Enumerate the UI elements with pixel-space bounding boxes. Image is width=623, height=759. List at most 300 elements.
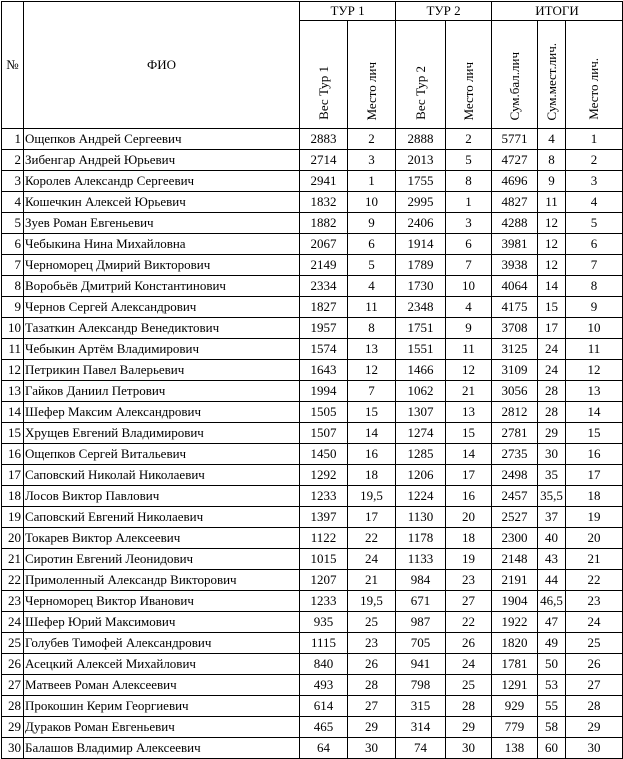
row-weight1: 1827 (300, 297, 348, 318)
row-place-final: 22 (566, 570, 623, 591)
row-weight1: 1574 (300, 339, 348, 360)
row-sum-place: 15 (538, 297, 566, 318)
row-weight2: 941 (396, 654, 446, 675)
row-place-final: 3 (566, 171, 623, 192)
row-place-final: 18 (566, 486, 623, 507)
row-sum-score: 4288 (492, 213, 538, 234)
row-weight2: 1551 (396, 339, 446, 360)
table-row (2, 360, 623, 381)
row-place2: 28 (446, 696, 492, 717)
row-place1: 25 (348, 612, 396, 633)
row-weight2: 2348 (396, 297, 446, 318)
row-place-final: 28 (566, 696, 623, 717)
row-num: 17 (2, 465, 24, 486)
row-place2: 6 (446, 234, 492, 255)
row-place2: 10 (446, 276, 492, 297)
row-sum-score: 2148 (492, 549, 538, 570)
row-sum-place: 35,5 (538, 486, 566, 507)
row-place2: 26 (446, 633, 492, 654)
row-fio: Балашов Владимир Алексеевич (24, 738, 300, 759)
row-sum-place: 43 (538, 549, 566, 570)
row-fio: Петрикин Павел Валерьевич (24, 360, 300, 381)
row-sum-score: 4064 (492, 276, 538, 297)
row-weight1: 2941 (300, 171, 348, 192)
row-weight1: 1015 (300, 549, 348, 570)
row-sum-place: 37 (538, 507, 566, 528)
row-num: 14 (2, 402, 24, 423)
row-place2: 22 (446, 612, 492, 633)
row-weight2: 2406 (396, 213, 446, 234)
row-place2: 29 (446, 717, 492, 738)
row-fio: Чебыкина Нина Михайловна (24, 234, 300, 255)
table-row (2, 234, 623, 255)
row-place2: 3 (446, 213, 492, 234)
row-fio: Дураков Роман Евгеньевич (24, 717, 300, 738)
table-row (2, 738, 623, 759)
row-place-final: 19 (566, 507, 623, 528)
row-weight1: 935 (300, 612, 348, 633)
row-weight1: 1643 (300, 360, 348, 381)
row-place1: 3 (348, 150, 396, 171)
row-sum-score: 1904 (492, 591, 538, 612)
row-num: 27 (2, 675, 24, 696)
table-row (2, 717, 623, 738)
row-place2: 19 (446, 549, 492, 570)
row-sum-score: 4696 (492, 171, 538, 192)
row-fio: Черноморец Дмирий Викторович (24, 255, 300, 276)
row-weight1: 1994 (300, 381, 348, 402)
row-place1: 29 (348, 717, 396, 738)
row-num: 16 (2, 444, 24, 465)
row-place2: 9 (446, 318, 492, 339)
row-fio: Токарев Виктор Алексеевич (24, 528, 300, 549)
row-weight1: 1292 (300, 465, 348, 486)
row-sum-score: 5771 (492, 129, 538, 150)
row-weight1: 2714 (300, 150, 348, 171)
row-num: 4 (2, 192, 24, 213)
row-sum-score: 779 (492, 717, 538, 738)
row-place1: 8 (348, 318, 396, 339)
table-row (2, 423, 623, 444)
header-totals: ИТОГИ (492, 2, 623, 21)
row-sum-score: 4175 (492, 297, 538, 318)
row-sum-place: 12 (538, 213, 566, 234)
row-weight2: 1062 (396, 381, 446, 402)
row-place-final: 30 (566, 738, 623, 759)
row-place-final: 14 (566, 402, 623, 423)
row-sum-score: 1291 (492, 675, 538, 696)
row-weight1: 2883 (300, 129, 348, 150)
row-sum-score: 2191 (492, 570, 538, 591)
row-sum-place: 60 (538, 738, 566, 759)
row-sum-score: 3125 (492, 339, 538, 360)
row-sum-place: 29 (538, 423, 566, 444)
row-sum-place: 30 (538, 444, 566, 465)
row-place2: 21 (446, 381, 492, 402)
row-weight1: 1115 (300, 633, 348, 654)
row-fio: Матвеев Роман Алексеевич (24, 675, 300, 696)
row-place1: 21 (348, 570, 396, 591)
table-row (2, 570, 623, 591)
row-place2: 27 (446, 591, 492, 612)
table-row (2, 402, 623, 423)
header-fio: ФИО (24, 2, 300, 129)
row-num: 24 (2, 612, 24, 633)
row-place2: 1 (446, 192, 492, 213)
row-place2: 20 (446, 507, 492, 528)
row-place2: 15 (446, 423, 492, 444)
row-weight1: 64 (300, 738, 348, 759)
row-weight1: 2149 (300, 255, 348, 276)
row-place2: 16 (446, 486, 492, 507)
row-sum-place: 40 (538, 528, 566, 549)
row-place-final: 4 (566, 192, 623, 213)
header-tour2: ТУР 2 (396, 2, 492, 21)
header-place1-cell (348, 21, 396, 129)
row-place2: 13 (446, 402, 492, 423)
row-place1: 30 (348, 738, 396, 759)
row-place-final: 11 (566, 339, 623, 360)
row-sum-score: 2812 (492, 402, 538, 423)
row-fio: Шефер Максим Александрович (24, 402, 300, 423)
header-weight1: Вес Тур 1 (315, 66, 331, 120)
row-place-final: 29 (566, 717, 623, 738)
row-fio: Тазаткин Александр Венедиктович (24, 318, 300, 339)
row-sum-score: 3109 (492, 360, 538, 381)
header-weight1-cell (300, 21, 348, 129)
row-weight1: 1450 (300, 444, 348, 465)
row-weight2: 2888 (396, 129, 446, 150)
row-weight2: 1133 (396, 549, 446, 570)
row-num: 13 (2, 381, 24, 402)
row-place1: 9 (348, 213, 396, 234)
row-place1: 13 (348, 339, 396, 360)
header-sum-place-cell (538, 21, 566, 129)
row-weight1: 1207 (300, 570, 348, 591)
row-place-final: 26 (566, 654, 623, 675)
table-row (2, 612, 623, 633)
row-weight2: 1285 (396, 444, 446, 465)
row-sum-place: 4 (538, 129, 566, 150)
row-place-final: 10 (566, 318, 623, 339)
row-num: 8 (2, 276, 24, 297)
row-place-final: 27 (566, 675, 623, 696)
row-place-final: 17 (566, 465, 623, 486)
table-body (2, 129, 623, 759)
row-weight2: 1130 (396, 507, 446, 528)
row-sum-place: 50 (538, 654, 566, 675)
header-place2: Место лич (460, 61, 476, 120)
row-sum-place: 28 (538, 381, 566, 402)
row-fio: Ощепков Сергей Витальевич (24, 444, 300, 465)
row-weight2: 671 (396, 591, 446, 612)
row-weight2: 1274 (396, 423, 446, 444)
row-place2: 4 (446, 297, 492, 318)
row-weight2: 1307 (396, 402, 446, 423)
row-weight1: 840 (300, 654, 348, 675)
header-tour1: ТУР 1 (300, 2, 396, 21)
row-place2: 2 (446, 129, 492, 150)
row-fio: Чернов Сергей Александрович (24, 297, 300, 318)
row-place1: 23 (348, 633, 396, 654)
header-sum-score: Сум.бал.лич (506, 51, 522, 120)
header-place-final-cell (566, 21, 623, 129)
row-place1: 7 (348, 381, 396, 402)
row-place2: 12 (446, 360, 492, 381)
row-place1: 15 (348, 402, 396, 423)
table-row (2, 528, 623, 549)
row-fio: Гайков Даниил Петрович (24, 381, 300, 402)
row-sum-score: 929 (492, 696, 538, 717)
row-place-final: 21 (566, 549, 623, 570)
row-weight1: 1397 (300, 507, 348, 528)
results-table (1, 1, 623, 759)
row-weight2: 984 (396, 570, 446, 591)
row-place-final: 25 (566, 633, 623, 654)
table-row (2, 675, 623, 696)
row-fio: Кошечкин Алексей Юрьевич (24, 192, 300, 213)
row-fio: Зибенгар Андрей Юрьевич (24, 150, 300, 171)
row-num: 19 (2, 507, 24, 528)
row-sum-score: 2300 (492, 528, 538, 549)
row-weight2: 987 (396, 612, 446, 633)
row-weight2: 1206 (396, 465, 446, 486)
row-weight2: 1914 (396, 234, 446, 255)
row-place2: 25 (446, 675, 492, 696)
table-row (2, 633, 623, 654)
row-place1: 28 (348, 675, 396, 696)
row-num: 9 (2, 297, 24, 318)
row-num: 10 (2, 318, 24, 339)
row-place-final: 16 (566, 444, 623, 465)
row-sum-place: 8 (538, 150, 566, 171)
row-fio: Ощепков Андрей Сергеевич (24, 129, 300, 150)
table-row (2, 192, 623, 213)
table-row (2, 591, 623, 612)
row-weight2: 1751 (396, 318, 446, 339)
row-weight2: 798 (396, 675, 446, 696)
row-sum-score: 3708 (492, 318, 538, 339)
row-place1: 19,5 (348, 486, 396, 507)
row-fio: Шефер Юрий Максимович (24, 612, 300, 633)
row-fio: Сиротин Евгений Леонидович (24, 549, 300, 570)
table-row (2, 213, 623, 234)
table-row (2, 318, 623, 339)
row-num: 6 (2, 234, 24, 255)
row-sum-score: 3981 (492, 234, 538, 255)
row-num: 2 (2, 150, 24, 171)
table-row (2, 444, 623, 465)
row-place1: 2 (348, 129, 396, 150)
row-fio: Голубев Тимофей Александрович (24, 633, 300, 654)
row-num: 26 (2, 654, 24, 675)
row-fio: Хрущев Евгений Владимирович (24, 423, 300, 444)
row-sum-place: 12 (538, 234, 566, 255)
row-sum-place: 14 (538, 276, 566, 297)
row-num: 28 (2, 696, 24, 717)
row-place2: 7 (446, 255, 492, 276)
header-place2-cell (446, 21, 492, 129)
row-place1: 27 (348, 696, 396, 717)
header-weight2: Вес Тур 2 (412, 66, 428, 120)
row-place2: 5 (446, 150, 492, 171)
row-place2: 17 (446, 465, 492, 486)
row-fio: Лосов Виктор Павлович (24, 486, 300, 507)
row-place1: 1 (348, 171, 396, 192)
row-weight2: 74 (396, 738, 446, 759)
row-weight1: 493 (300, 675, 348, 696)
row-sum-place: 11 (538, 192, 566, 213)
row-sum-score: 2498 (492, 465, 538, 486)
row-num: 25 (2, 633, 24, 654)
row-place-final: 1 (566, 129, 623, 150)
row-sum-score: 2527 (492, 507, 538, 528)
row-num: 29 (2, 717, 24, 738)
row-sum-place: 17 (538, 318, 566, 339)
table-row (2, 129, 623, 150)
row-place2: 14 (446, 444, 492, 465)
row-place-final: 8 (566, 276, 623, 297)
row-num: 30 (2, 738, 24, 759)
row-weight1: 1233 (300, 486, 348, 507)
table-row (2, 339, 623, 360)
row-place1: 17 (348, 507, 396, 528)
row-place1: 10 (348, 192, 396, 213)
row-place-final: 5 (566, 213, 623, 234)
row-place-final: 23 (566, 591, 623, 612)
row-place1: 6 (348, 234, 396, 255)
row-place1: 19,5 (348, 591, 396, 612)
row-sum-place: 44 (538, 570, 566, 591)
table-row (2, 549, 623, 570)
row-sum-score: 3938 (492, 255, 538, 276)
row-weight2: 1466 (396, 360, 446, 381)
row-fio: Воробьёв Дмитрий Константинович (24, 276, 300, 297)
row-num: 23 (2, 591, 24, 612)
row-fio: Примоленный Александр Викторович (24, 570, 300, 591)
row-weight2: 1730 (396, 276, 446, 297)
row-num: 11 (2, 339, 24, 360)
table-row (2, 507, 623, 528)
row-sum-place: 46,5 (538, 591, 566, 612)
row-sum-score: 2781 (492, 423, 538, 444)
row-num: 1 (2, 129, 24, 150)
table-row (2, 654, 623, 675)
row-fio: Зуев Роман Евгеньевич (24, 213, 300, 234)
row-weight2: 2995 (396, 192, 446, 213)
row-sum-score: 3056 (492, 381, 538, 402)
row-weight1: 1957 (300, 318, 348, 339)
row-num: 7 (2, 255, 24, 276)
table-row (2, 276, 623, 297)
row-place1: 18 (348, 465, 396, 486)
row-place-final: 24 (566, 612, 623, 633)
header-weight2-cell (396, 21, 446, 129)
row-sum-score: 138 (492, 738, 538, 759)
row-sum-place: 9 (538, 171, 566, 192)
row-fio: Прокошин Керим Георгиевич (24, 696, 300, 717)
row-sum-place: 49 (538, 633, 566, 654)
row-num: 12 (2, 360, 24, 381)
row-weight1: 1882 (300, 213, 348, 234)
row-weight2: 315 (396, 696, 446, 717)
row-weight1: 1122 (300, 528, 348, 549)
header-num: № (2, 2, 24, 129)
row-sum-score: 4827 (492, 192, 538, 213)
table-row (2, 696, 623, 717)
row-fio: Саповский Николай Николаевич (24, 465, 300, 486)
row-place2: 11 (446, 339, 492, 360)
row-place1: 11 (348, 297, 396, 318)
row-weight1: 2334 (300, 276, 348, 297)
row-place-final: 12 (566, 360, 623, 381)
row-weight1: 1507 (300, 423, 348, 444)
row-sum-score: 4727 (492, 150, 538, 171)
row-place1: 5 (348, 255, 396, 276)
table-row (2, 150, 623, 171)
row-place-final: 20 (566, 528, 623, 549)
row-fio: Чебыкин Артём Владимирович (24, 339, 300, 360)
row-sum-place: 12 (538, 255, 566, 276)
row-sum-place: 53 (538, 675, 566, 696)
table-row (2, 171, 623, 192)
row-place1: 16 (348, 444, 396, 465)
header-sum-place: Сум.мест.лич. (543, 42, 559, 120)
row-place2: 18 (446, 528, 492, 549)
table-row (2, 465, 623, 486)
row-place1: 14 (348, 423, 396, 444)
row-place2: 23 (446, 570, 492, 591)
row-sum-score: 1820 (492, 633, 538, 654)
row-place-final: 7 (566, 255, 623, 276)
row-place1: 4 (348, 276, 396, 297)
row-fio: Саповский Евгений Николаевич (24, 507, 300, 528)
row-num: 20 (2, 528, 24, 549)
row-place1: 24 (348, 549, 396, 570)
row-sum-score: 1922 (492, 612, 538, 633)
row-sum-score: 2735 (492, 444, 538, 465)
row-weight2: 1178 (396, 528, 446, 549)
table-row (2, 255, 623, 276)
row-sum-place: 35 (538, 465, 566, 486)
row-place2: 30 (446, 738, 492, 759)
row-weight1: 1832 (300, 192, 348, 213)
row-sum-place: 24 (538, 339, 566, 360)
row-weight2: 1789 (396, 255, 446, 276)
row-fio: Королев Александр Сергеевич (24, 171, 300, 192)
row-num: 18 (2, 486, 24, 507)
row-place-final: 9 (566, 297, 623, 318)
row-weight2: 2013 (396, 150, 446, 171)
table-row (2, 381, 623, 402)
header-place1: Место лич (363, 61, 379, 120)
row-sum-score: 2457 (492, 486, 538, 507)
row-place-final: 13 (566, 381, 623, 402)
row-place-final: 2 (566, 150, 623, 171)
row-place-final: 6 (566, 234, 623, 255)
row-weight1: 614 (300, 696, 348, 717)
row-place1: 12 (348, 360, 396, 381)
row-num: 22 (2, 570, 24, 591)
row-weight2: 1224 (396, 486, 446, 507)
row-weight1: 465 (300, 717, 348, 738)
row-place-final: 15 (566, 423, 623, 444)
row-place2: 24 (446, 654, 492, 675)
row-weight1: 1233 (300, 591, 348, 612)
row-weight2: 1755 (396, 171, 446, 192)
row-sum-score: 1781 (492, 654, 538, 675)
row-sum-place: 28 (538, 402, 566, 423)
